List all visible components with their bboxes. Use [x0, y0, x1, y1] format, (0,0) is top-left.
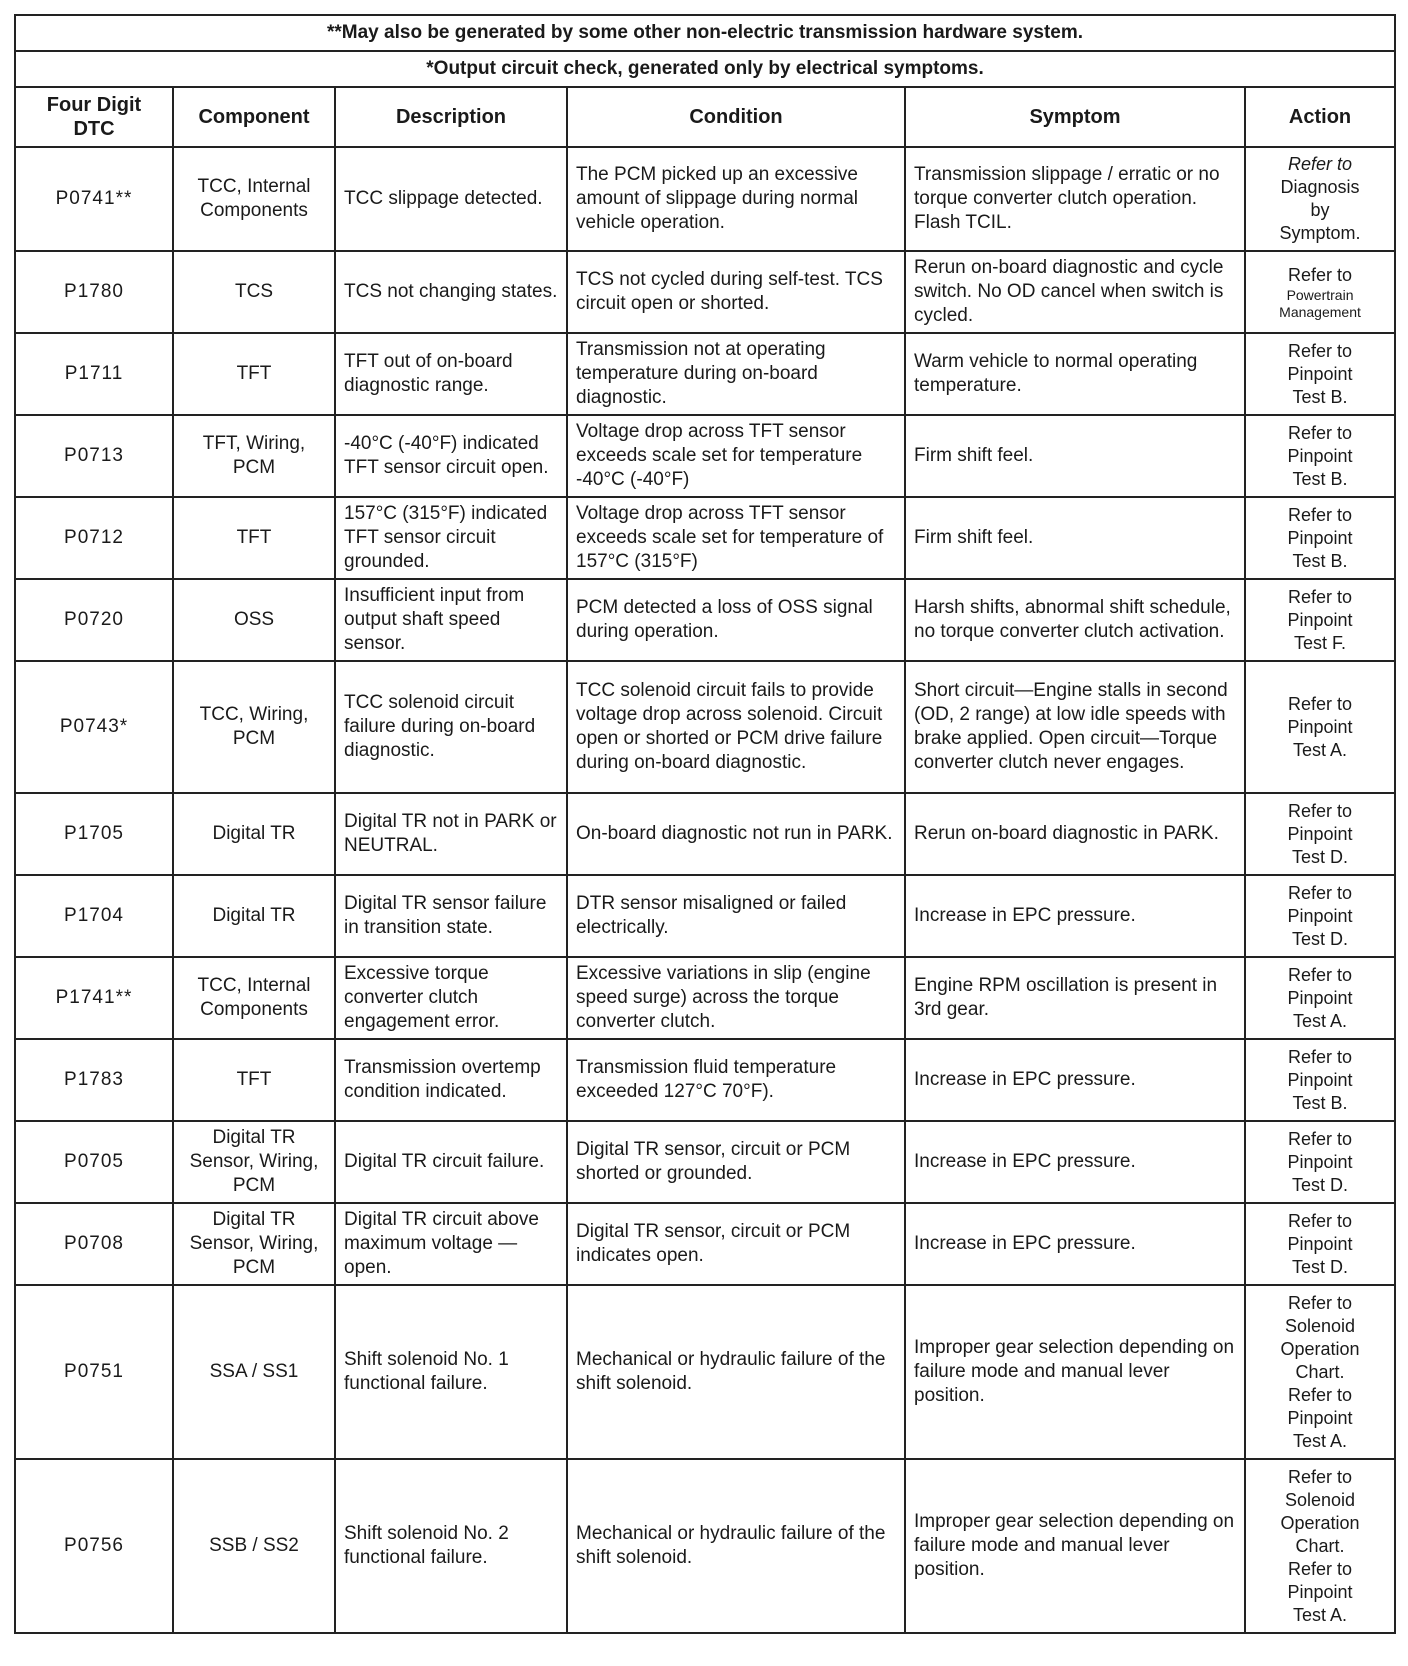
action-line: Powertrain — [1286, 286, 1354, 303]
table-row — [15, 251, 1395, 333]
action-line: Solenoid — [1284, 1489, 1356, 1510]
action-line: Refer to — [1288, 964, 1353, 985]
action-cell — [1245, 1039, 1395, 1121]
action-line: Operation — [1280, 1512, 1360, 1533]
component-cell: TCC, Internal Components — [173, 957, 335, 1039]
symptom-cell: Engine RPM oscillation is present in 3rd gear. — [905, 957, 1245, 1039]
action-line: Refer to — [1288, 264, 1353, 285]
description-cell: Digital TR circuit failure. — [335, 1121, 567, 1203]
action-cell — [1245, 415, 1395, 497]
action-line: Refer to — [1288, 586, 1353, 607]
dtc-cell: P0705 — [15, 1121, 173, 1203]
description-cell: Shift solenoid No. 1 functional failure. — [335, 1285, 567, 1459]
action-line: Refer to — [1288, 504, 1353, 525]
condition-cell: TCC solenoid circuit fails to provide voltage drop across solenoid. Circuit open or shorted or PCM drive failure during on-board diagnostic. — [567, 661, 905, 793]
action-line: Pinpoint — [1287, 716, 1353, 737]
symptom-cell: Rerun on-board diagnostic in PARK. — [905, 793, 1245, 875]
condition-cell: Voltage drop across TFT sensor exceeds scale set for temperature -40°C (-40°F) — [567, 415, 905, 497]
component-cell: TFT — [173, 497, 335, 579]
action-line: Refer to — [1288, 1558, 1353, 1579]
action-line: Test D. — [1292, 928, 1349, 949]
description-cell: Digital TR sensor failure in transition state. — [335, 875, 567, 957]
header-symptom: Symptom — [905, 87, 1245, 147]
component-cell: TFT — [173, 333, 335, 415]
component-cell: TCC, Internal Components — [173, 147, 335, 251]
action-line: Test F. — [1294, 632, 1347, 653]
condition-cell: Mechanical or hydraulic failure of the shift solenoid. — [567, 1459, 905, 1633]
header-description: Description — [335, 87, 567, 147]
action-cell — [1245, 875, 1395, 957]
component-cell: OSS — [173, 579, 335, 661]
dtc-cell: P0712 — [15, 497, 173, 579]
condition-cell: PCM detected a loss of OSS signal during operation. — [567, 579, 905, 661]
action-line: Pinpoint — [1287, 1581, 1353, 1602]
header-component: Component — [173, 87, 335, 147]
action-line: Management — [1279, 303, 1361, 320]
dtc-cell: P0751 — [15, 1285, 173, 1459]
symptom-cell: Increase in EPC pressure. — [905, 875, 1245, 957]
action-cell — [1245, 333, 1395, 415]
description-cell: TCC slippage detected. — [335, 147, 567, 251]
description-cell: Shift solenoid No. 2 functional failure. — [335, 1459, 567, 1633]
condition-cell: Transmission not at operating temperature during on-board diagnostic. — [567, 333, 905, 415]
component-cell: Digital TR — [173, 793, 335, 875]
symptom-cell: Improper gear selection depending on failure mode and manual lever position. — [905, 1459, 1245, 1633]
action-line: Symptom. — [1279, 223, 1361, 243]
table-row — [15, 497, 1395, 579]
table-body — [15, 147, 1395, 1633]
action-line: Refer to — [1288, 882, 1353, 903]
action-line: Refer to — [1288, 1128, 1353, 1149]
description-cell: -40°C (-40°F) indicated TFT sensor circuit open. — [335, 415, 567, 497]
action-line: Refer to — [1288, 1210, 1353, 1231]
condition-cell: Digital TR sensor, circuit or PCM shorted or grounded. — [567, 1121, 905, 1203]
component-cell: Digital TR Sensor, Wiring, PCM — [173, 1121, 335, 1203]
condition-cell: DTR sensor misaligned or failed electrically. — [567, 875, 905, 957]
dtc-cell: P1705 — [15, 793, 173, 875]
condition-cell: Excessive variations in slip (engine speed surge) across the torque converter clutch. — [567, 957, 905, 1039]
condition-cell: Transmission fluid temperature exceeded 127°C 70°F). — [567, 1039, 905, 1121]
action-line: Test A. — [1293, 1604, 1348, 1625]
description-cell: Excessive torque converter clutch engagement error. — [335, 957, 567, 1039]
dtc-cell: P0741** — [15, 147, 173, 251]
action-line: Refer to — [1288, 422, 1353, 443]
component-cell: Digital TR Sensor, Wiring, PCM — [173, 1203, 335, 1285]
dtc-cell: P0713 — [15, 415, 173, 497]
action-cell — [1245, 1285, 1395, 1459]
action-cell — [1245, 793, 1395, 875]
hardware-note: **May also be generated by some other non-electric transmission hardware system. — [15, 15, 1395, 51]
dtc-cell: P1711 — [15, 333, 173, 415]
action-cell — [1245, 1121, 1395, 1203]
description-cell: Insufficient input from output shaft speed sensor. — [335, 579, 567, 661]
action-line: Test B. — [1292, 386, 1348, 407]
note-row-output — [15, 51, 1395, 87]
component-cell: TCS — [173, 251, 335, 333]
symptom-cell: Increase in EPC pressure. — [905, 1039, 1245, 1121]
action-line: Pinpoint — [1287, 987, 1353, 1008]
description-cell: Transmission overtemp condition indicated. — [335, 1039, 567, 1121]
action-line: Pinpoint — [1287, 1407, 1353, 1428]
action-line: Pinpoint — [1287, 527, 1353, 548]
description-cell: TCS not changing states. — [335, 251, 567, 333]
table-row — [15, 147, 1395, 251]
action-line: Refer to — [1288, 1384, 1353, 1405]
symptom-cell: Short circuit—Engine stalls in second (OD, 2 range) at low idle speeds with brake applied. Open circuit—Torque converter clutch never engages. — [905, 661, 1245, 793]
dtc-cell: P0720 — [15, 579, 173, 661]
dtc-cell: P1780 — [15, 251, 173, 333]
symptom-cell: Firm shift feel. — [905, 415, 1245, 497]
table-row — [15, 333, 1395, 415]
condition-cell: On-board diagnostic not run in PARK. — [567, 793, 905, 875]
action-cell — [1245, 147, 1395, 251]
action-line: Test B. — [1292, 468, 1348, 489]
header-dtc: Four Digit DTC — [15, 87, 173, 147]
action-line: Pinpoint — [1287, 1233, 1353, 1254]
header-condition: Condition — [567, 87, 905, 147]
action-line: Solenoid — [1284, 1315, 1356, 1336]
table-row — [15, 793, 1395, 875]
output-note: *Output circuit check, generated only by electrical symptoms. — [15, 51, 1395, 87]
action-line: Pinpoint — [1287, 1069, 1353, 1090]
description-cell: Digital TR circuit above maximum voltage — open. — [335, 1203, 567, 1285]
table-row — [15, 1285, 1395, 1459]
action-line: Pinpoint — [1287, 1151, 1353, 1172]
component-cell: TFT, Wiring, PCM — [173, 415, 335, 497]
description-cell: TFT out of on-board diagnostic range. — [335, 333, 567, 415]
action-line: Chart. — [1295, 1535, 1345, 1556]
table-row — [15, 957, 1395, 1039]
symptom-cell: Warm vehicle to normal operating temperature. — [905, 333, 1245, 415]
action-line: Refer to — [1288, 693, 1353, 714]
condition-cell: TCS not cycled during self-test. TCS circuit open or shorted. — [567, 251, 905, 333]
action-line: Test B. — [1292, 550, 1348, 571]
action-line: Refer to — [1288, 154, 1353, 174]
header-row — [15, 87, 1395, 147]
action-line: Refer to — [1288, 340, 1353, 361]
component-cell: TFT — [173, 1039, 335, 1121]
action-line: Pinpoint — [1287, 823, 1353, 844]
action-cell — [1245, 1203, 1395, 1285]
symptom-cell: Improper gear selection depending on failure mode and manual lever position. — [905, 1285, 1245, 1459]
table-row — [15, 661, 1395, 793]
dtc-cell: P1704 — [15, 875, 173, 957]
symptom-cell: Transmission slippage / erratic or no torque converter clutch operation. Flash TCIL. — [905, 147, 1245, 251]
condition-cell: Digital TR sensor, circuit or PCM indicates open. — [567, 1203, 905, 1285]
table-row — [15, 1121, 1395, 1203]
component-cell: SSB / SS2 — [173, 1459, 335, 1633]
condition-cell: Mechanical or hydraulic failure of the shift solenoid. — [567, 1285, 905, 1459]
table-row — [15, 1459, 1395, 1633]
action-line: Test B. — [1292, 1092, 1348, 1113]
table-row — [15, 1039, 1395, 1121]
action-line: Refer to — [1288, 800, 1353, 821]
action-line: Refer to — [1288, 1046, 1353, 1067]
action-cell — [1245, 957, 1395, 1039]
action-line: Test D. — [1292, 1174, 1349, 1195]
action-line: by — [1310, 200, 1330, 220]
symptom-cell: Rerun on-board diagnostic and cycle switch. No OD cancel when switch is cycled. — [905, 251, 1245, 333]
table-row — [15, 1203, 1395, 1285]
symptom-cell: Firm shift feel. — [905, 497, 1245, 579]
note-row-hardware — [15, 15, 1395, 51]
action-line: Test D. — [1292, 846, 1349, 867]
condition-cell: The PCM picked up an excessive amount of slippage during normal vehicle operation. — [567, 147, 905, 251]
symptom-cell: Increase in EPC pressure. — [905, 1121, 1245, 1203]
description-cell: TCC solenoid circuit failure during on-board diagnostic. — [335, 661, 567, 793]
description-cell: 157°C (315°F) indicated TFT sensor circuit grounded. — [335, 497, 567, 579]
action-line: Pinpoint — [1287, 363, 1353, 384]
table-row — [15, 875, 1395, 957]
dtc-cell: P1741** — [15, 957, 173, 1039]
action-line: Test D. — [1292, 1256, 1349, 1277]
dtc-cell: P1783 — [15, 1039, 173, 1121]
table-row — [15, 579, 1395, 661]
symptom-cell: Increase in EPC pressure. — [905, 1203, 1245, 1285]
action-line: Test A. — [1293, 1010, 1348, 1031]
action-line: Pinpoint — [1287, 905, 1353, 926]
header-action: Action — [1245, 87, 1395, 147]
action-line: Diagnosis — [1280, 177, 1360, 197]
description-cell: Digital TR not in PARK or NEUTRAL. — [335, 793, 567, 875]
condition-cell: Voltage drop across TFT sensor exceeds scale set for temperature of 157°C (315°F) — [567, 497, 905, 579]
action-cell — [1245, 579, 1395, 661]
symptom-cell: Harsh shifts, abnormal shift schedule, no torque converter clutch activation. — [905, 579, 1245, 661]
dtc-cell: P0756 — [15, 1459, 173, 1633]
action-line: Refer to — [1288, 1466, 1353, 1487]
table-row — [15, 415, 1395, 497]
action-cell — [1245, 1459, 1395, 1633]
action-cell — [1245, 661, 1395, 793]
action-line: Test A. — [1293, 1430, 1348, 1451]
action-line: Pinpoint — [1287, 445, 1353, 466]
component-cell: TCC, Wiring, PCM — [173, 661, 335, 793]
dtc-table — [14, 14, 1396, 1634]
action-line: Test A. — [1293, 739, 1348, 760]
component-cell: SSA / SS1 — [173, 1285, 335, 1459]
component-cell: Digital TR — [173, 875, 335, 957]
action-line: Refer to — [1288, 1292, 1353, 1313]
action-cell — [1245, 497, 1395, 579]
dtc-cell: P0708 — [15, 1203, 173, 1285]
action-line: Pinpoint — [1287, 609, 1353, 630]
action-line: Chart. — [1295, 1361, 1345, 1382]
action-line: Operation — [1280, 1338, 1360, 1359]
dtc-cell: P0743* — [15, 661, 173, 793]
action-cell — [1245, 251, 1395, 333]
